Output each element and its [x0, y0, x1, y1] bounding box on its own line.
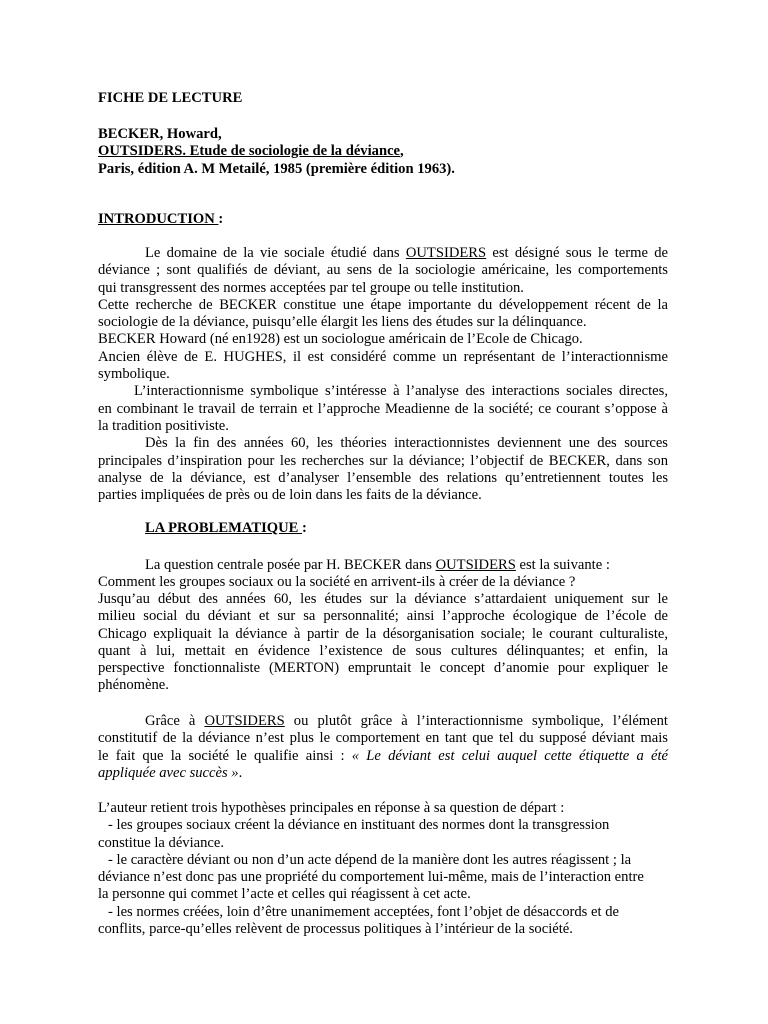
prob-p3-line4: appliquée avec succès ».	[98, 764, 243, 781]
document-title: FICHE DE LECTURE	[98, 90, 243, 106]
book-reference	[98, 126, 668, 178]
prob-p3-line1: Grâce à OUTSIDERS ou plutôt grâce à l’interactionnisme symbolique, l’élément	[145, 713, 668, 729]
intro-p1-line1: Le domaine de la vie sociale étudié dans OUTSIDERS est désigné sous le terme de	[145, 245, 668, 261]
prob-p1-line1: La question centrale posée par H. BECKER dans OUTSIDERS est la suivante :	[145, 557, 610, 573]
prob-p2-line2: milieu social du déviant et sur sa personnalité; ainsi l’approche écologique de l’école de	[98, 608, 668, 625]
hypothesis-3-line1: - les normes créées, loin d’être unanimement acceptées, font l’objet de désaccords et de	[108, 903, 619, 920]
intro-p1-line3: qui transgressent des normes acceptées par tel groupe ou telle institution.	[98, 279, 524, 296]
problematique-heading-text: LA PROBLEMATIQUE	[145, 520, 303, 536]
problematique-heading: LA PROBLEMATIQUE :	[145, 520, 307, 536]
hypothesis-1-line1: - les groupes sociaux créent la déviance en instituant des normes dont la transgression	[108, 817, 610, 834]
intro-p6-line4: parties impliquées de près ou de loin dans les faits de la déviance.	[98, 487, 482, 504]
problematique-p1	[98, 557, 668, 592]
quote: « Le déviant est celui auquel cette étiquette a été	[351, 747, 668, 764]
hypothesis-1-line2: constitue la déviance.	[98, 834, 225, 851]
outsiders-ref: OUTSIDERS	[405, 245, 487, 261]
problematique-hypotheses	[98, 800, 668, 938]
intro-p4-line2: symbolique.	[98, 366, 170, 383]
introduction-body	[98, 245, 668, 504]
introduction-heading-text: INTRODUCTION	[98, 211, 219, 227]
problematique-p3	[98, 713, 668, 782]
outsiders-ref: OUTSIDERS	[435, 557, 516, 573]
introduction-heading: INTRODUCTION :	[98, 211, 224, 227]
intro-p6-line3: analyse de la déviance, est d’analyser l’ensemble des relations qu’entretiennent toutes les	[98, 469, 668, 486]
hypothesis-2-line3: la personne qui commet l’acte et celles qui réagissent à cet acte.	[98, 886, 471, 903]
intro-p3: BECKER Howard (né en1928) est un sociologue américain de l’Ecole de Chicago.	[98, 331, 583, 348]
book-title: OUTSIDERS. Etude de sociologie de la déviance	[98, 143, 401, 160]
book-title-line: OUTSIDERS. Etude de sociologie de la déviance,	[98, 143, 404, 160]
intro-p1-line2: déviance ; sont qualifiés de déviant, au sens de la sociologie américaine, les comportements	[98, 262, 668, 279]
intro-p5-line3: la tradition positiviste.	[98, 417, 229, 434]
intro-p2-line1: Cette recherche de BECKER constitue une étape importante du développement récent de la	[98, 296, 668, 313]
prob-p3-line3: le fait que la société le qualifie ainsi : « Le déviant est celui auquel cette étiquette a été	[98, 747, 668, 764]
prob-p3-line2: constitutif de la déviance n’est plus le comportement en tant que tel du supposé déviant mais	[98, 730, 668, 747]
hypothesis-2-line2: déviance n’est donc pas une propriété du comportement lui-même, mais de l’interaction entre	[98, 869, 644, 886]
prob-p2-line4: quant à lui, mettait en évidence l’existence de sous cultures délinquantes; et enfin, la	[98, 642, 668, 659]
prob-p2-line6: phénomène.	[98, 677, 169, 694]
hypothesis-3-line2: conflits, parce-qu’elles relèvent de processus politiques à l’intérieur de la société.	[98, 921, 573, 938]
problematique-p2	[98, 591, 668, 695]
document-header	[98, 90, 668, 107]
book-author: BECKER, Howard,	[98, 126, 222, 142]
prob-p2-line3: Chicago expliquait la déviance à partir de la désorganisation sociale; le courant culturaliste,	[98, 625, 668, 642]
hypotheses-intro: L’auteur retient trois hypothèses principales en réponse à sa question de départ :	[98, 800, 565, 816]
hypothesis-2-line1: - le caractère déviant ou non d’un acte dépend de la manière dont les autres réagissent ; la	[108, 851, 632, 868]
intro-p4-line1: Ancien élève de E. HUGHES, il est considéré comme un représentant de l’interactionnisme	[98, 348, 668, 365]
prob-p2-line1: Jusqu’au début des années 60, les études sur la déviance s’attardaient uniquement sur le	[98, 591, 668, 607]
intro-p2-line2: sociologie de la déviance, puisqu’elle élargit les liens des études sur la délinquance.	[98, 314, 587, 331]
intro-p5-line1: L’interactionnisme symbolique s’intéresse à l’analyse des interactions sociales directes,	[134, 383, 668, 400]
prob-p2-line5: perspective fonctionnaliste (MERTON) empruntait le concept d’anomie pour expliquer le	[98, 660, 668, 677]
intro-p5-line2: en combinant le travail de terrain et l’approche Meadienne de la société; ce courant s’oppose à	[98, 400, 668, 417]
intro-p6-line1: Dès la fin des années 60, les théories interactionnistes deviennent une des sources	[145, 435, 668, 452]
prob-p1-line2: Comment les groupes sociaux ou la société en arrivent-ils à créer de la déviance ?	[98, 574, 576, 591]
outsiders-ref: OUTSIDERS	[204, 713, 285, 729]
book-publication: Paris, édition A. M Metailé, 1985 (première édition 1963).	[98, 160, 455, 177]
intro-p6-line2: principales d’inspiration pour les recherches sur la déviance; l’objectif de BECKER, dans son	[98, 452, 668, 469]
